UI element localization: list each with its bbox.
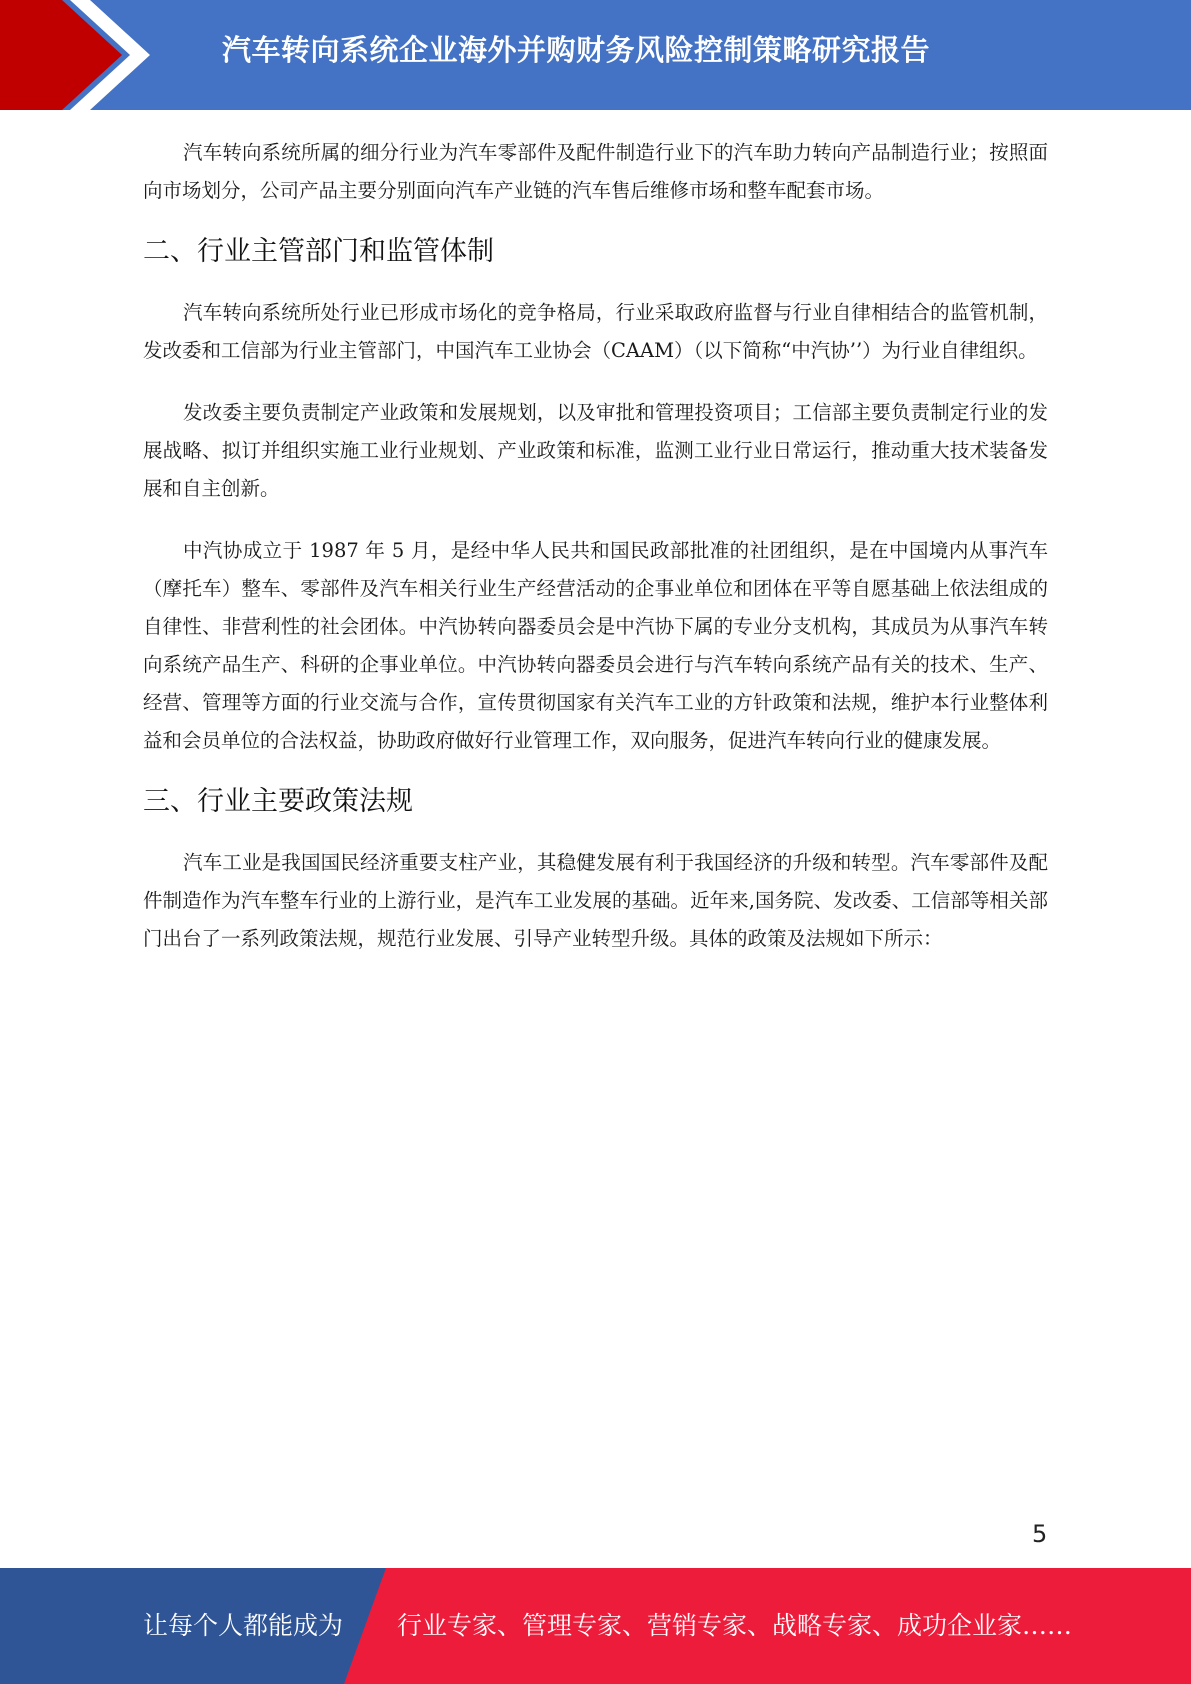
section-heading-regulation: 二、行业主管部门和监管体制: [143, 236, 494, 267]
section-heading-policy: 三、行业主要政策法规: [143, 786, 413, 817]
page-number: 5: [1032, 1520, 1048, 1548]
footer-slogan-left: 让每个人都能成为: [143, 1611, 344, 1640]
footer-slogan-right: 行业专家、管理专家、营销专家、战略专家、成功企业家……: [397, 1611, 1073, 1640]
page-footer: [0, 1568, 1191, 1684]
document-body: [143, 134, 1048, 958]
intro-paragraph: 汽车转向系统所属的细分行业为汽车零部件及配件制造行业下的汽车助力转向产品制造行业；按照面向市场划分，公司产品主要分别面向汽车产业链的汽车售后维修市场和整车配套市场。: [143, 141, 1048, 202]
paragraph: 发改委主要负责制定产业政策和发展规划，以及审批和管理投资项目；工信部主要负责制定行业的发展战略、拟订并组织实施工业行业规划、产业政策和标准，监测工业行业日常运行，推动重大技术装备发展和自主创新。: [143, 401, 1048, 500]
paragraph: 汽车转向系统所处行业已形成市场化的竞争格局，行业采取政府监督与行业自律相结合的监管机制，发改委和工信部为行业主管部门，中国汽车工业协会（CAAM）（以下简称“中汽协’’）为行业自律组织。: [143, 301, 1048, 362]
paragraph: 中汽协成立于 1987 年 5 月，是经中华人民共和国民政部批准的社团组织，是在中国境内从事汽车（摩托车）整车、零部件及汽车相关行业生产经营活动的企事业单位和团体在平等自愿基础上依法组成的自律性、非营利性的社会团体。中汽协转向器委员会是中汽协下属的专业分支机构，其成员为从事汽车转向系统产品生产、科研的企事业单位。中汽协转向器委员会进行与汽车转向系统产品有关的技术、生产、经营、管理等方面的行业交流与合作，宣传贯彻国家有关汽车工业的方针政策和法规，维护本行业整体利益和会员单位的合法权益，协助政府做好行业管理工作，双向服务，促进汽车转向行业的健康发展。: [143, 539, 1048, 752]
header-title: 汽车转向系统企业海外并购财务风险控制策略研究报告: [222, 33, 931, 67]
page-header: [0, 0, 1191, 110]
paragraph: 汽车工业是我国国民经济重要支柱产业，其稳健发展有利于我国经济的升级和转型。汽车零部件及配件制造作为汽车整车行业的上游行业，是汽车工业发展的基础。近年来,国务院、发改委、工信部等相关部门出台了一系列政策法规，规范行业发展、引导产业转型升级。具体的政策及法规如下所示：: [143, 851, 1048, 950]
header-arrow-decoration: [0, 0, 160, 110]
